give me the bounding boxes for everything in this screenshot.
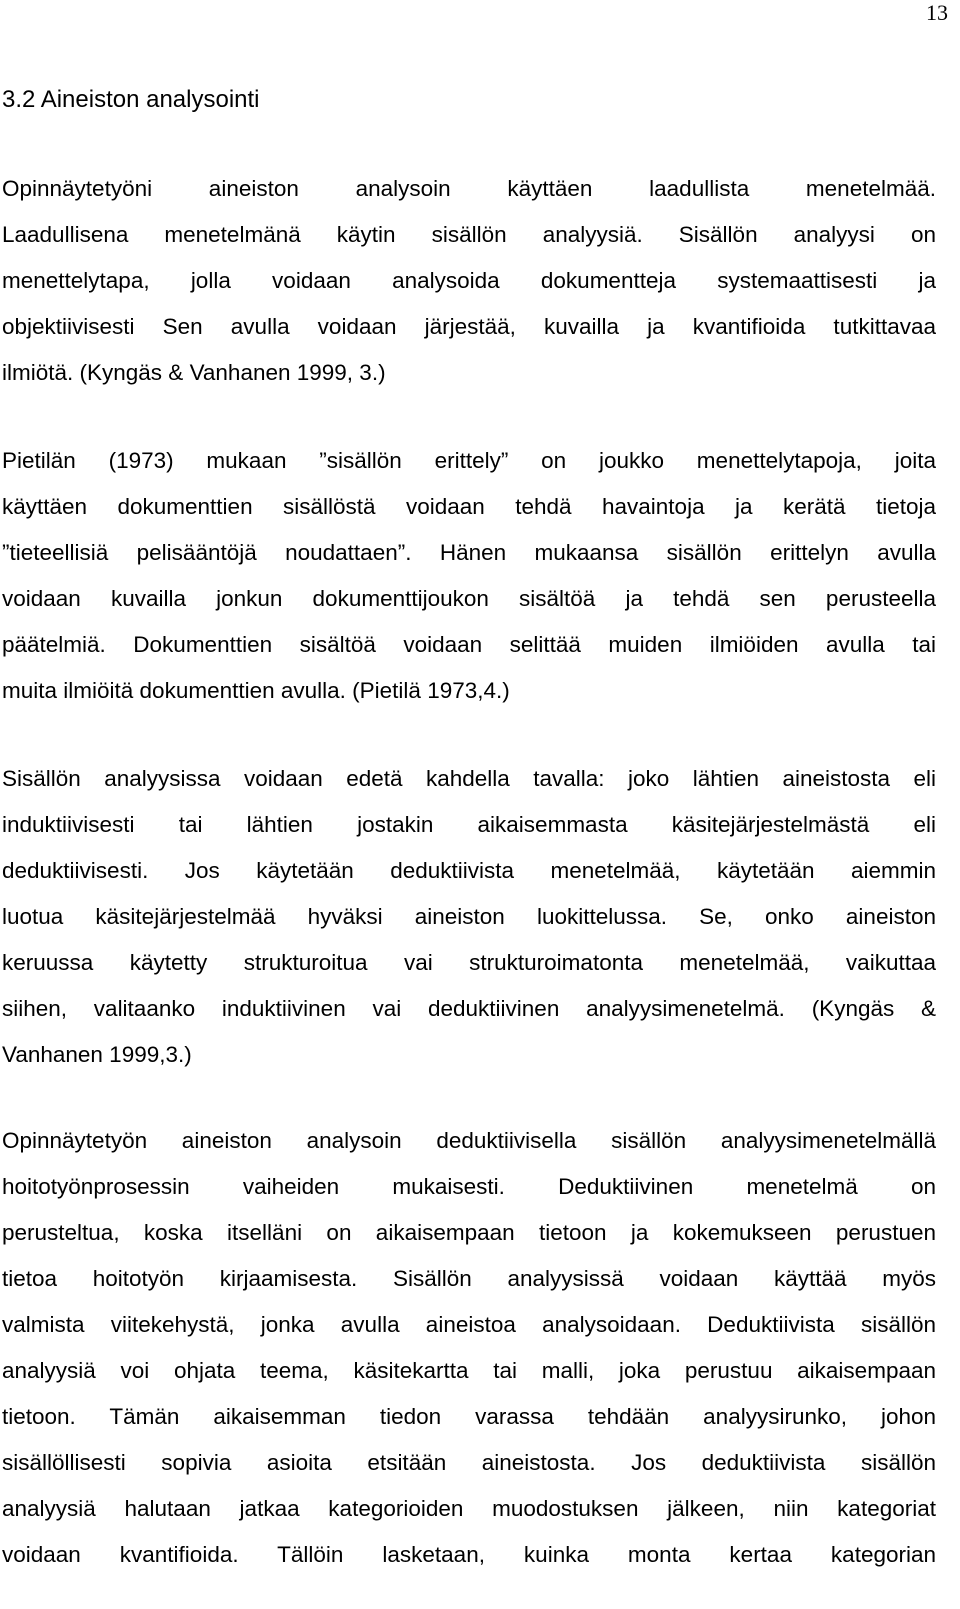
text-line: tietoon. Tämän aikaisemman tiedon varassa tehdään analyysirunko, johon	[2, 1404, 936, 1429]
text-line: induktiivisesti tai lähtien jostakin aikaisemmasta käsitejärjestelmästä eli	[2, 812, 936, 837]
text-line: muita ilmiöitä dokumenttien avulla. (Pietilä 1973,4.)	[2, 678, 510, 703]
text-line: voidaan kvantifioida. Tällöin lasketaan, kuinka monta kertaa kategorian	[2, 1542, 936, 1567]
text-line: sisällöllisesti sopivia asioita etsitään aineistosta. Jos deduktiivista sisällön	[2, 1450, 936, 1475]
text-line: päätelmiä. Dokumenttien sisältöä voidaan selittää muiden ilmiöiden avulla tai	[2, 632, 936, 657]
text-line: tietoa hoitotyön kirjaamisesta. Sisällön analyysissä voidaan käyttää myös	[2, 1266, 936, 1291]
text-line: perusteltua, koska itselläni on aikaisempaan tietoon ja kokemukseen perustuen	[2, 1220, 936, 1245]
text-line: luotua käsitejärjestelmää hyväksi aineiston luokittelussa. Se, onko aineiston	[2, 904, 936, 929]
text-line: Opinnäytetyön aineiston analysoin deduktiivisella sisällön analyysimenetelmällä	[2, 1128, 936, 1153]
paragraph-1	[2, 166, 936, 396]
text-line: analyysiä halutaan jatkaa kategorioiden muodostuksen jälkeen, niin kategoriat	[2, 1496, 936, 1521]
text-line: Vanhanen 1999,3.)	[2, 1042, 192, 1067]
page-number: 13	[926, 0, 948, 25]
text-line: deduktiivisesti. Jos käytetään deduktiivista menetelmää, käytetään aiemmin	[2, 858, 936, 883]
text-line: voidaan kuvailla jonkun dokumenttijoukon sisältöä ja tehdä sen perusteella	[2, 586, 936, 611]
section-heading: 3.2 Aineiston analysointi	[2, 86, 260, 113]
text-line: ”tieteellisiä pelisääntöjä noudattaen”. Hänen mukaansa sisällön erittelyn avulla	[2, 540, 936, 565]
text-line: ilmiötä. (Kyngäs & Vanhanen 1999, 3.)	[2, 360, 386, 385]
text-line: hoitotyönprosessin vaiheiden mukaisesti. Deduktiivinen menetelmä on	[2, 1174, 936, 1199]
text-line: Pietilän (1973) mukaan ”sisällön erittely” on joukko menettelytapoja, joita	[2, 448, 936, 473]
paragraph-4	[2, 1118, 936, 1578]
text-line: Opinnäytetyöni aineiston analysoin käyttäen laadullista menetelmää.	[2, 176, 936, 201]
paragraph-3	[2, 756, 936, 1078]
text-line: käyttäen dokumenttien sisällöstä voidaan tehdä havaintoja ja kerätä tietoja	[2, 494, 936, 519]
text-line: Laadullisena menetelmänä käytin sisällön analyysiä. Sisällön analyysi on	[2, 222, 936, 247]
text-line: keruussa käytetty strukturoitua vai strukturoimatonta menetelmää, vaikuttaa	[2, 950, 936, 975]
text-line: valmista viitekehystä, jonka avulla aineistoa analysoidaan. Deduktiivista sisällön	[2, 1312, 936, 1337]
text-line: analyysiä voi ohjata teema, käsitekartta tai malli, joka perustuu aikaisempaan	[2, 1358, 936, 1383]
text-line: objektiivisesti Sen avulla voidaan järjestää, kuvailla ja kvantifioida tutkittavaa	[2, 314, 936, 339]
text-line: menettelytapa, jolla voidaan analysoida dokumentteja systemaattisesti ja	[2, 268, 936, 293]
text-line: siihen, valitaanko induktiivinen vai deduktiivinen analyysimenetelmä. (Kyngäs &	[2, 996, 936, 1021]
paragraph-2	[2, 438, 936, 714]
text-line: Sisällön analyysissa voidaan edetä kahdella tavalla: joko lähtien aineistosta eli	[2, 766, 936, 791]
